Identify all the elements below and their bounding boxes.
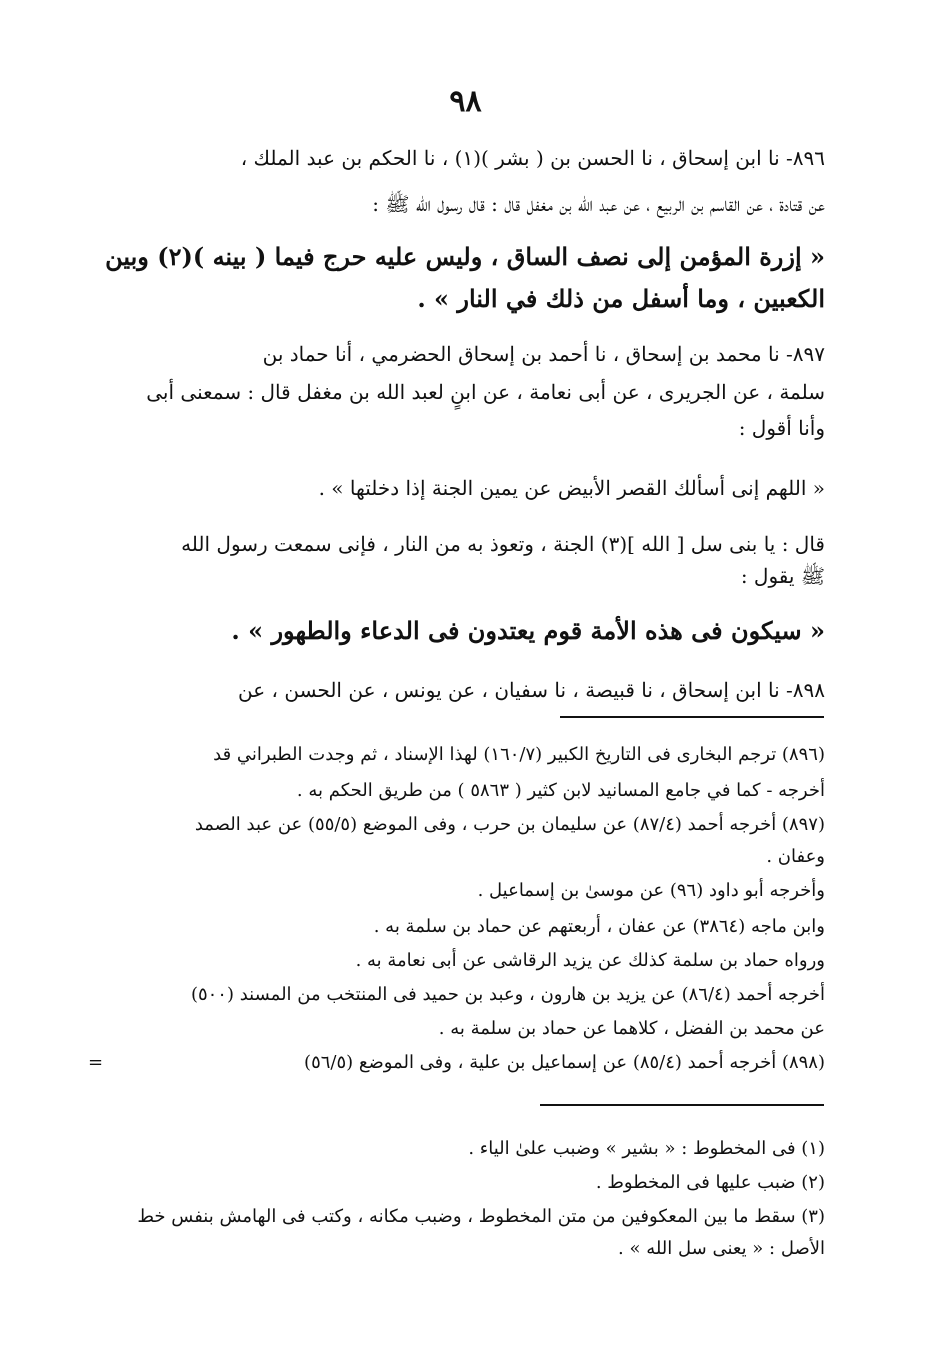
footnote-3-line-1: (٣) سقط ما بين المعكوفين من متن المخطوط ، وضبب مكانه ، وكتب فى الهامش بنفس خط (137, 1206, 825, 1227)
note-896-line-2: أخرجه - كما في جامع المسانيد لابن كثير ( ٥٨٦٣ ) من طريق الحكم به . (296, 780, 825, 801)
hadith-896-matn-line-2: الكعبين ، وما أسفل من ذلك في النار » . (417, 284, 825, 313)
note-897-line-6: أخرجه أحمد (٨٦/٤) عن يزيد بن هارون ، وعبد بن حميد فى المنتخب من المسند (٥٠٠) (190, 984, 825, 1005)
hadith-897-line-5: ﷺ يقول : (740, 564, 825, 588)
hadith-897-line-1: ٨٩٧- نا محمد بن إسحاق ، نا أحمد بن إسحاق الحضرمي ، أنا حماد بن (262, 342, 825, 366)
footnote-3-line-2: الأصل : « يعنى سل الله » . (618, 1238, 825, 1259)
hadith-898-line-1: ٨٩٨- نا ابن إسحاق ، نا قبيصة ، نا سفيان ، عن يونس ، عن الحسن ، عن (238, 678, 825, 702)
note-898-line-1: (٨٩٨) أخرجه أحمد (٨٥/٤) عن إسماعيل بن علية ، وفى الموضع (٥٦/٥) (304, 1052, 825, 1073)
hadith-897-line-2: سلمة ، عن الجريرى ، عن أبى نعامة ، عن ابنٍ لعبد الله بن مغفل قال : سمعنى أبى (146, 380, 825, 404)
continuation-mark: = (88, 1052, 104, 1073)
note-897-line-4: وابن ماجه (٣٨٦٤) عن عفان ، أربعتهم عن حماد بن سلمة به . (373, 916, 825, 937)
note-897-line-7: عن محمد بن الفضل ، كلاهما عن حماد بن سلمة به . (438, 1018, 825, 1039)
footnote-2: (٢) ضبب عليها فى المخطوط . (595, 1172, 825, 1193)
note-896-line-1: (٨٩٦) ترجم البخارى فى التاريخ الكبير (١٦٠/٧) لهذا الإسناد ، ثم وجدت الطبراني قد (213, 744, 825, 765)
note-897-line-5: ورواه حماد بن سلمة كذلك عن يزيد الرقاشى عن أبى نعامة به . (355, 950, 825, 971)
hadith-897-line-3: وأنا أقول : (738, 416, 825, 440)
hadith-896-matn-line-1: « إزرة المؤمن إلى نصف الساق ، وليس عليه حرج فيما ( بينه )(٢) وبين (105, 242, 825, 271)
footnote-1: (١) فى المخطوط : « بشير » وضبب علىٰ الياء . (468, 1138, 825, 1159)
hadith-897-matn: « سيكون فى هذه الأمة قوم يعتدون فى الدعاء والطهور » . (231, 616, 825, 645)
note-897-line-1: (٨٩٧) أخرجه أحمد (٨٧/٤) عن سليمان بن حرب ، وفى الموضع (٥٥/٥) عن عبد الصمد (194, 814, 825, 835)
hadith-896-line-2: عن قتادة ، عن القاسم بن الربيع ، عن عبد الله بن مغفل قال : قال رسول الله ﷺ : (372, 192, 825, 216)
note-897-line-3: وأخرجه أبو داود (٩٦) عن موسىٰ بن إسماعيل . (477, 880, 825, 901)
hadith-897-line-4: قال : يا بنى سل [ الله ](٣) الجنة ، وتعوذ به من النار ، فإنى سمعت رسول الله (181, 532, 825, 556)
hadith-896-line-1: ٨٩٦- نا ابن إسحاق ، نا الحسن بن ( بشر )(١) ، نا الحكم بن عبد الملك ، (240, 146, 825, 170)
notes-separator (560, 716, 824, 718)
hadith-897-dua: « اللهم إنى أسألك القصر الأبيض عن يمين الجنة إذا دخلتها » . (318, 476, 825, 500)
page-number: ٩٨ (449, 84, 482, 119)
note-897-line-2: وعفان . (766, 846, 825, 867)
footnotes-separator (540, 1104, 824, 1106)
